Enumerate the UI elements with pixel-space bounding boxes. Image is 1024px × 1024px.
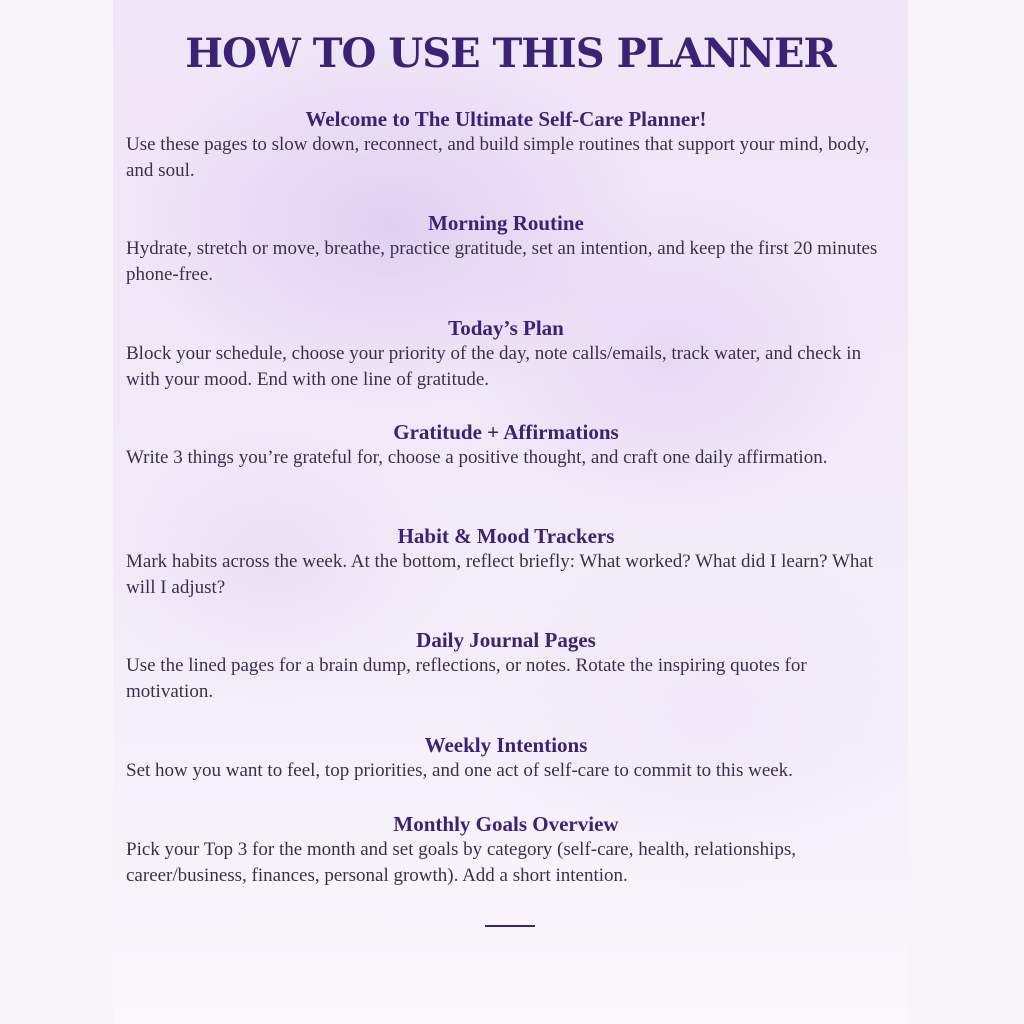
section-monthly-goals: [126, 811, 886, 889]
section-heading: Daily Journal Pages: [416, 628, 596, 652]
section-body: Hydrate, stretch or move, breathe, practice gratitude, set an intention, and keep the first 20 minutes phone-free.: [126, 238, 878, 285]
section-daily-journal: [126, 627, 886, 705]
section-heading: Habit & Mood Trackers: [397, 524, 615, 548]
section-gratitude-affirmations: [126, 419, 886, 471]
section-habit-mood-trackers: [126, 523, 886, 601]
section-heading: Morning Routine: [428, 211, 584, 235]
section-heading: Gratitude + Affirmations: [393, 420, 619, 444]
page-title: HOW TO USE THIS PLANNER: [185, 30, 836, 77]
section-body: Pick your Top 3 for the month and set goals by category (self-care, health, relationships, career/business, finances, personal growth). Add a short intention.: [126, 839, 797, 886]
section-body: Use the lined pages for a brain dump, reflections, or notes. Rotate the inspiring quotes for motivation.: [126, 655, 807, 702]
section-weekly-intentions: [126, 732, 886, 784]
section-body: Block your schedule, choose your priority of the day, note calls/emails, track water, and check in with your mood. End with one line of gratitude.: [126, 343, 862, 390]
section-heading: Weekly Intentions: [424, 733, 588, 757]
divider-line: [485, 925, 535, 927]
section-body: Set how you want to feel, top priorities, and one act of self-care to commit to this week.: [126, 760, 793, 781]
section-heading: Today’s Plan: [448, 316, 564, 340]
section-welcome: [126, 106, 886, 184]
section-morning-routine: [126, 210, 886, 288]
planner-page: [113, 0, 908, 1024]
section-body: Write 3 things you’re grateful for, choose a positive thought, and craft one daily affirmation.: [126, 447, 828, 468]
section-todays-plan: [126, 315, 886, 393]
section-heading: Monthly Goals Overview: [393, 812, 619, 836]
section-body: Use these pages to slow down, reconnect, and build simple routines that support your mind, body, and soul.: [126, 134, 870, 181]
section-body: Mark habits across the week. At the bottom, reflect briefly: What worked? What did I learn? What will I adjust?: [126, 551, 874, 598]
section-heading: Welcome to The Ultimate Self-Care Planner!: [305, 107, 707, 131]
